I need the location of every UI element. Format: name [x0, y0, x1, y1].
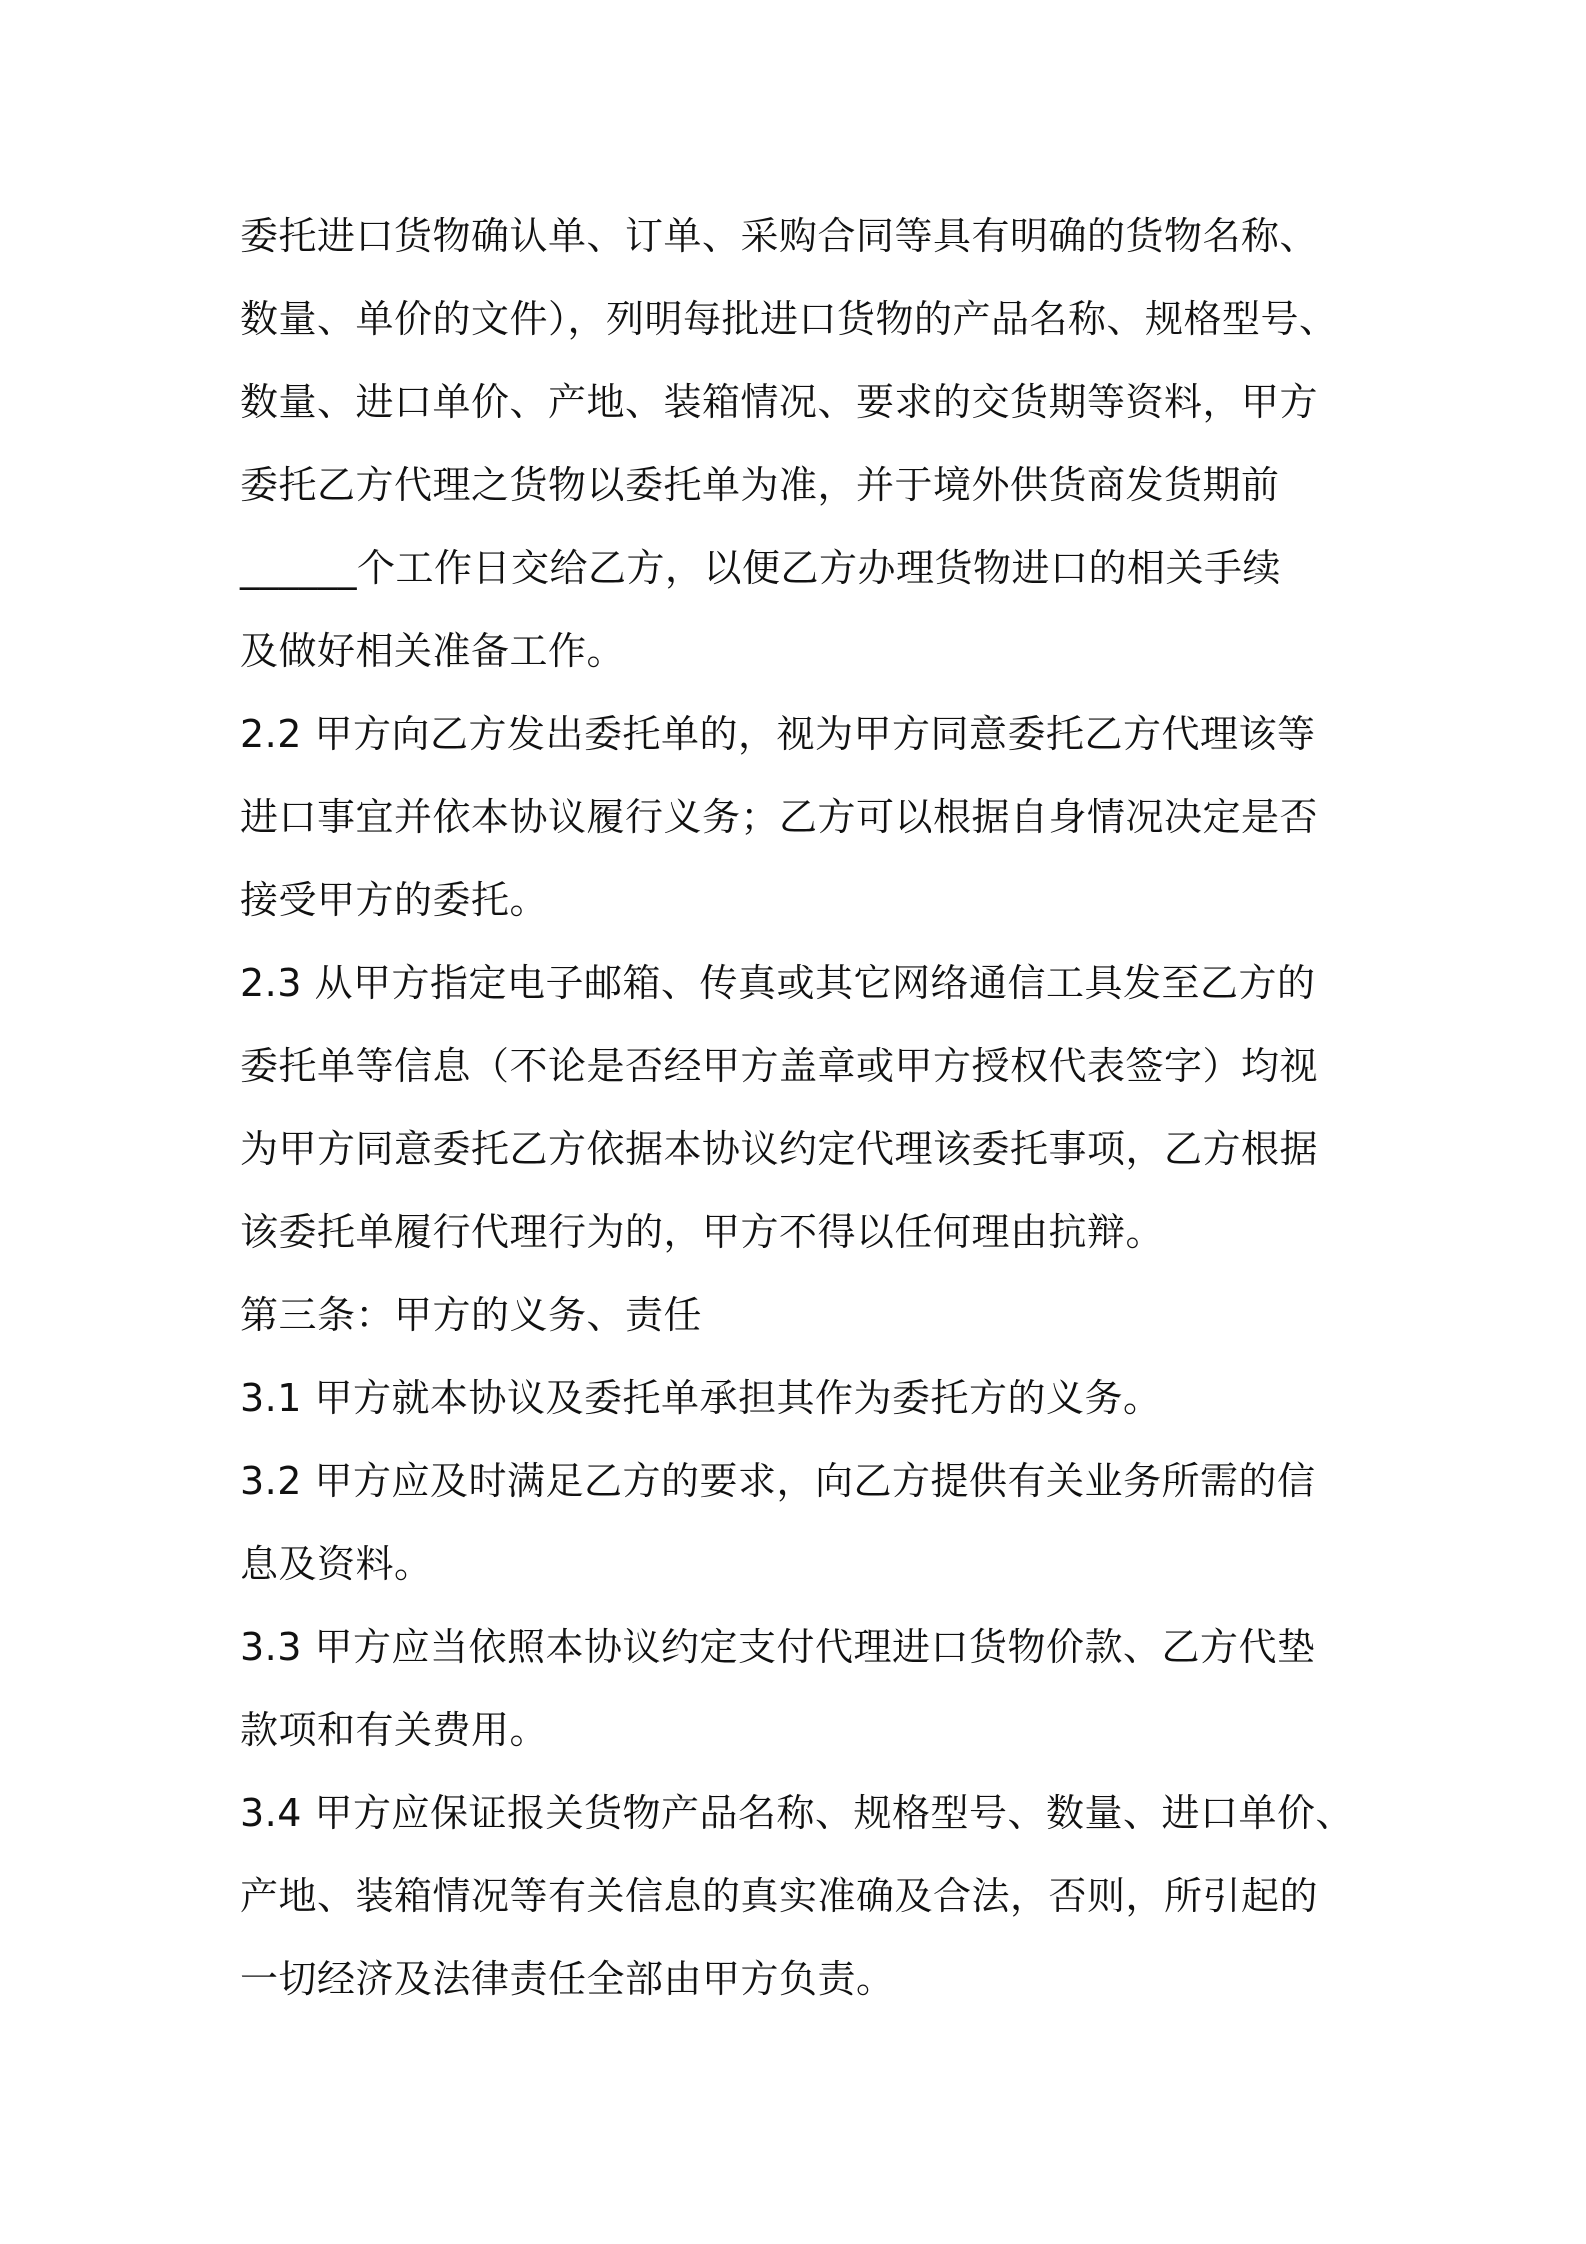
text-line: 接受甲方的委托。 — [240, 878, 549, 922]
text-line: 进口事宜并依本协议履行义务；乙方可以根据自身情况决定是否 — [240, 795, 1319, 839]
text-line: 一切经济及法律责任全部由甲方负责。 — [240, 1957, 895, 2001]
text-line: 款项和有关费用。 — [240, 1708, 549, 1752]
text-line: ______个工作日交给乙方，以便乙方办理货物进口的相关手续 — [240, 546, 1282, 590]
clause-3-3-line: 3.3 甲方应当依照本协议约定支付代理进口货物价款、乙方代垫 — [240, 1625, 1316, 1669]
text-line: 委托进口货物确认单、订单、采购合同等具有明确的货物名称、 — [240, 214, 1319, 258]
article-3-heading: 第三条：甲方的义务、责任 — [240, 1293, 703, 1337]
text-line: 息及资料。 — [240, 1542, 433, 1586]
text-line: 及做好相关准备工作。 — [240, 629, 626, 673]
text-line: 数量、单价的文件），列明每批进口货物的产品名称、规格型号、 — [240, 297, 1338, 341]
text-line: 为甲方同意委托乙方依据本协议约定代理该委托事项，乙方根据 — [240, 1127, 1319, 1171]
text-line: 数量、进口单价、产地、装箱情况、要求的交货期等资料，甲方 — [240, 380, 1319, 424]
clause-3-2-line: 3.2 甲方应及时满足乙方的要求，向乙方提供有关业务所需的信 — [240, 1459, 1316, 1503]
document-body — [240, 195, 1355, 2021]
clause-3-4-line: 3.4 甲方应保证报关货物产品名称、规格型号、数量、进口单价、 — [240, 1791, 1355, 1835]
clause-3-1-line: 3.1 甲方就本协议及委托单承担其作为委托方的义务。 — [240, 1376, 1162, 1420]
text-line: 委托乙方代理之货物以委托单为准，并于境外供货商发货期前 — [240, 463, 1280, 507]
clause-2-3-line: 2.3 从甲方指定电子邮箱、传真或其它网络通信工具发至乙方的 — [240, 961, 1316, 1005]
clause-2-2-line: 2.2 甲方向乙方发出委托单的，视为甲方同意委托乙方代理该等 — [240, 712, 1316, 756]
text-line: 该委托单履行代理行为的，甲方不得以任何理由抗辩。 — [240, 1210, 1165, 1254]
text-line: 产地、装箱情况等有关信息的真实准确及合法，否则，所引起的 — [240, 1874, 1319, 1918]
text-line: 委托单等信息（不论是否经甲方盖章或甲方授权代表签字）均视 — [240, 1044, 1319, 1088]
